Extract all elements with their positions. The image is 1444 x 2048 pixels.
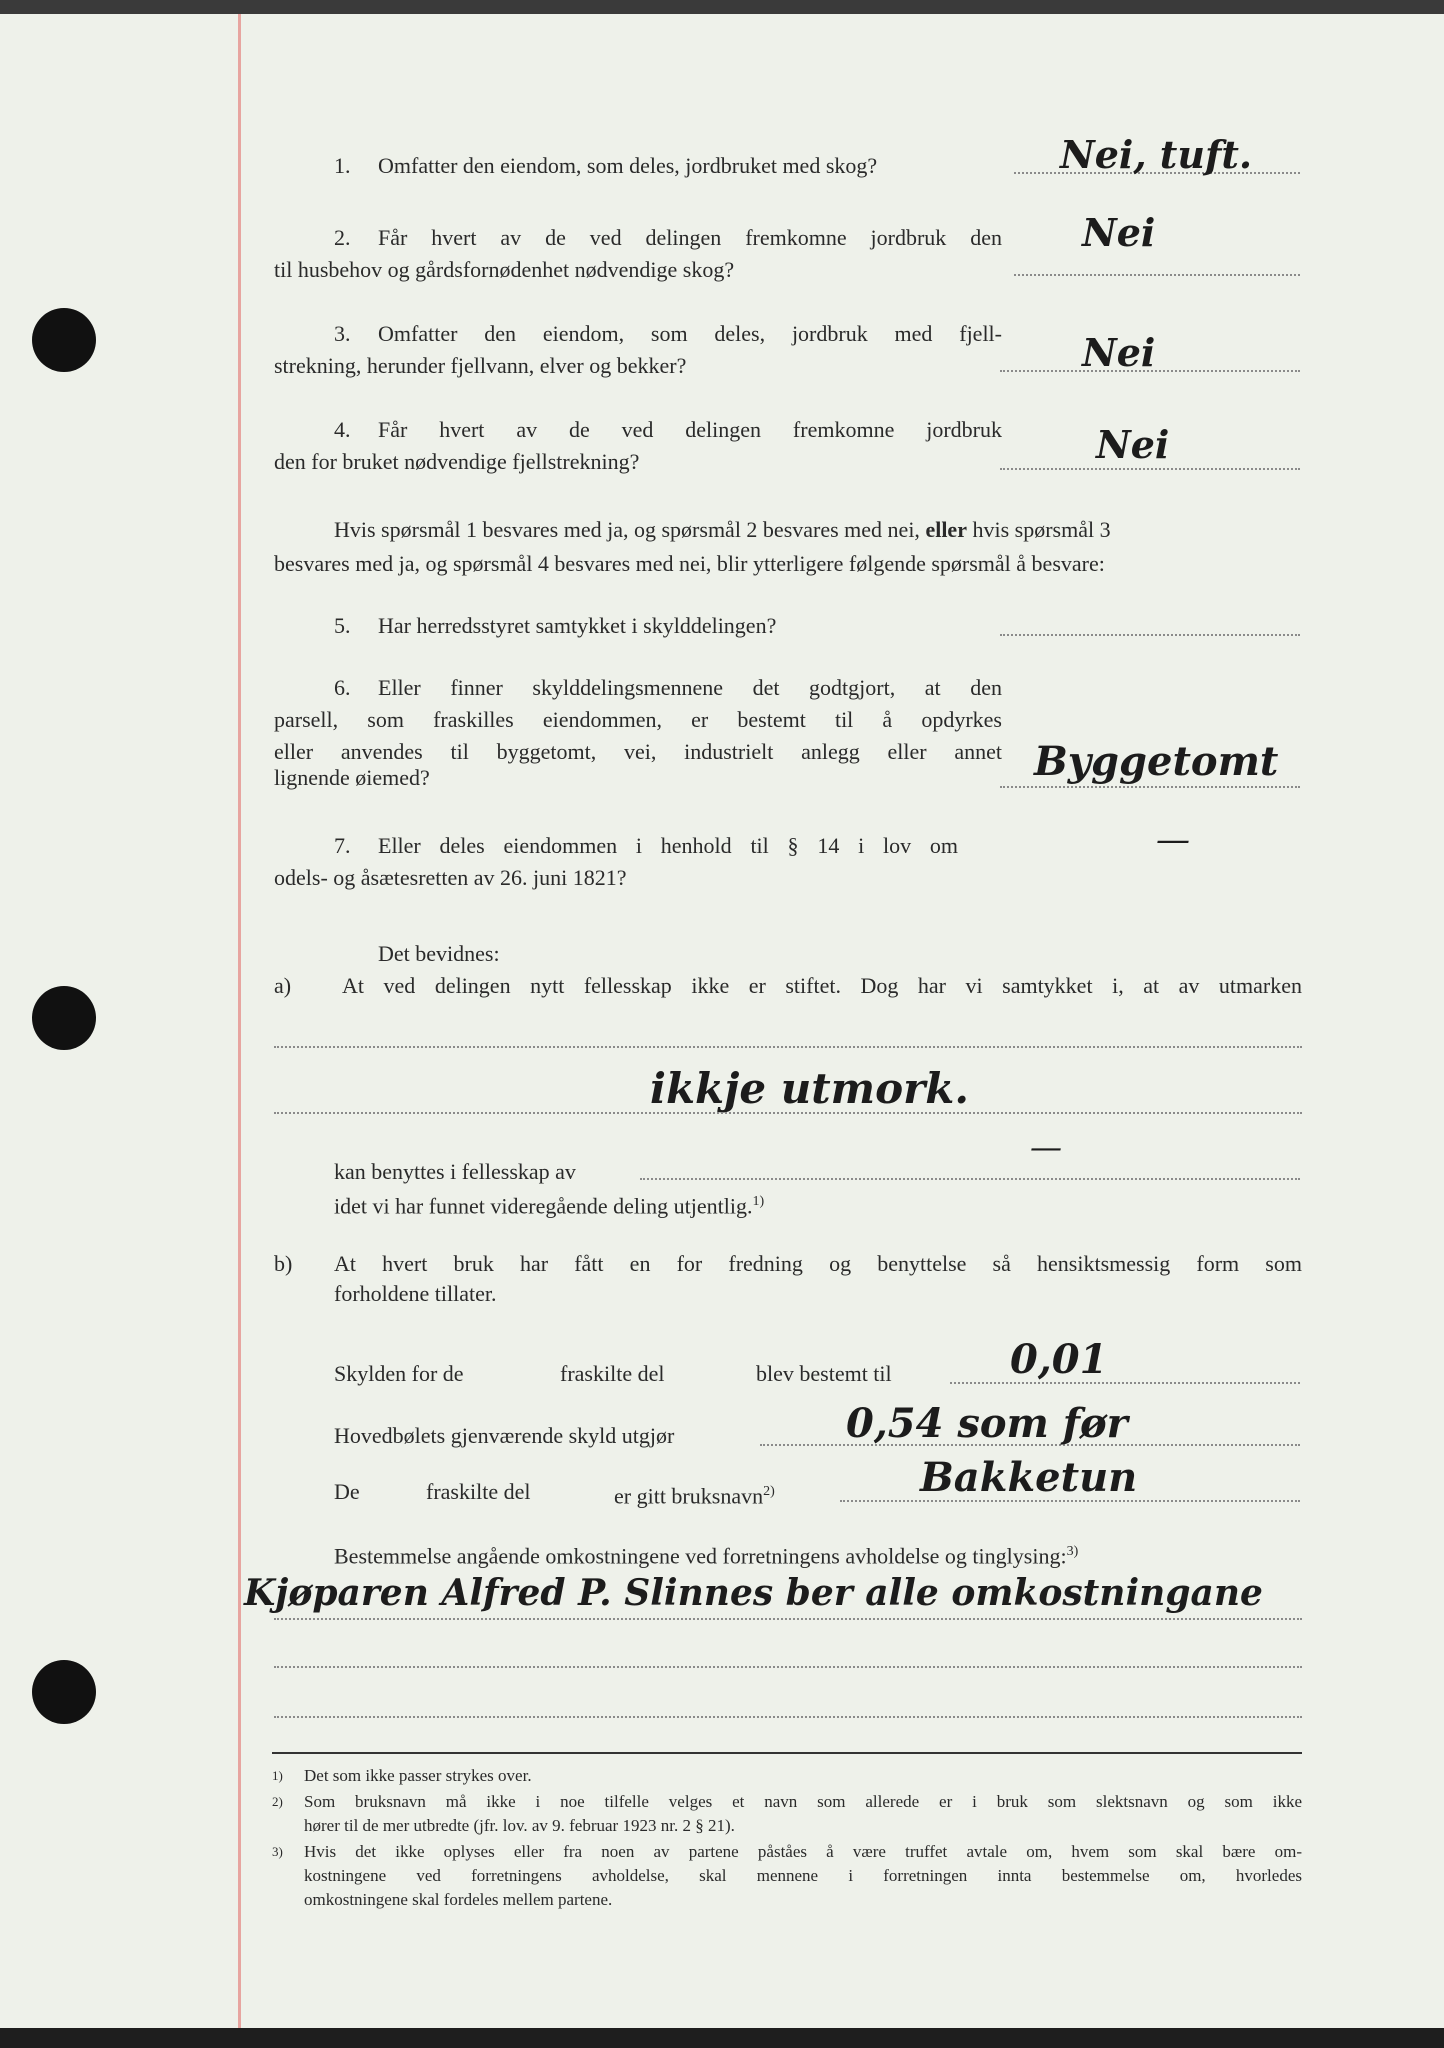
- footnote-divider: [272, 1752, 1302, 1754]
- question-2-line-2: til husbehov og gårdsfornødenhet nødvendige skog?: [274, 257, 735, 282]
- footnote-1-ref: 1): [752, 1194, 765, 1209]
- question-1-answer: Nei, tuft.: [1060, 132, 1253, 177]
- question-3-answer: Nei: [1082, 330, 1156, 375]
- footnote-3-line-3: omkostningene skal fordeles mellem partene.: [304, 1890, 613, 1909]
- question-2-number: 2.: [334, 225, 351, 250]
- common-use-reason: [334, 1186, 764, 1222]
- share-line-1-value: 0,01: [1010, 1336, 1108, 1383]
- footnote-1-number: 1): [272, 1768, 283, 1783]
- question-4-answer-line: [1000, 468, 1300, 470]
- question-5-number: 5.: [334, 613, 351, 638]
- costs-answer-line-3: [274, 1716, 1302, 1718]
- section-b-line-1: At hvert bruk har fått en for fredning og benyttelse så hensiktsmessig form som: [334, 1251, 1302, 1276]
- scan-bottom-edge: [0, 2028, 1444, 2048]
- punch-hole-top: [32, 308, 96, 372]
- margin-line: [238, 14, 241, 2028]
- condition-line-1-or: eller: [925, 517, 967, 542]
- condition-line-1-start: Hvis spørsmål 1 besvares med ja, og spørsmål 2 besvares med nei,: [334, 517, 920, 542]
- question-2-answer: Nei: [1082, 210, 1156, 255]
- condition-line-1-end: hvis spørsmål 3: [972, 517, 1111, 542]
- footnote-2-ref: 2): [763, 1484, 775, 1499]
- section-a-text: At ved delingen nytt fellesskap ikke er stiftet. Dog har vi samtykket i, at av utmarken: [342, 973, 1302, 998]
- question-5-text: Har herredsstyret samtykket i skylddelingen?: [378, 613, 777, 638]
- question-6-line-2: parsell, som fraskilles eiendommen, er bestemt til å opdyrkes: [274, 707, 1002, 732]
- footnote-3-number: 3): [272, 1844, 283, 1859]
- costs-label: [334, 1536, 1078, 1572]
- common-use-reason-text: idet vi har funnet videregående deling utjentlig.: [334, 1193, 753, 1219]
- share-line-3-part-2: fraskilte del: [426, 1479, 531, 1504]
- question-4-answer: Nei: [1096, 422, 1170, 467]
- question-4-line-1: Får hvert av de ved delingen fremkomne jordbruk: [378, 417, 1002, 442]
- question-5-answer-line: [1000, 634, 1300, 636]
- question-1-text: Omfatter den eiendom, som deles, jordbruket med skog?: [378, 153, 878, 178]
- costs-label-text: Bestemmelse angående omkostningene ved forretningens avholdelse og tinglysing:: [334, 1543, 1067, 1569]
- question-4-line-2: den for bruket nødvendige fjellstrekning?: [274, 449, 640, 474]
- footnote-2-number: 2): [272, 1794, 283, 1809]
- question-6-number: 6.: [334, 675, 351, 700]
- question-3-line-2: strekning, herunder fjellvann, elver og bekker?: [274, 353, 687, 378]
- costs-answer-line-1: [274, 1618, 1302, 1620]
- footnote-1-line-1: Det som ikke passer strykes over.: [304, 1766, 532, 1785]
- footnote-2-line-1: Som bruksnavn må ikke i noe tilfelle velges et navn som allerede er i bruk som slektsnavn og som ikke: [304, 1792, 1302, 1811]
- footnote-3-line-2: kostningene ved forretningens avholdelse, skal mennene i forretningen innta bestemmelse om, hvorledes: [304, 1866, 1302, 1885]
- section-a-blank-line-1: [274, 1046, 1302, 1048]
- punch-hole-middle: [32, 986, 96, 1050]
- common-use-label: kan benyttes i fellesskap av: [334, 1159, 576, 1184]
- question-4-number: 4.: [334, 417, 351, 442]
- costs-answer-line-2: [274, 1666, 1302, 1668]
- section-b-label: b): [274, 1251, 293, 1276]
- footnote-2-line-2: hører til de mer utbredte (jfr. lov. av 9. februar 1923 nr. 2 § 21).: [304, 1816, 735, 1835]
- condition-line-2: besvares med ja, og spørsmål 4 besvares med nei, blir ytterligere følgende spørsmål å besvare:: [274, 551, 1105, 576]
- question-6-line-3: eller anvendes til byggetomt, vei, industrielt anlegg eller annet: [274, 739, 1002, 764]
- question-7-line-1: Eller deles eiendommen i henhold til § 14 i lov om: [378, 833, 958, 858]
- section-a-handwritten-outfield: ikkje utmork.: [650, 1064, 969, 1113]
- costs-answer: Kjøparen Alfred P. Slinnes ber alle omkostningane: [244, 1572, 1263, 1614]
- question-3-number: 3.: [334, 321, 351, 346]
- punch-hole-bottom: [32, 1660, 96, 1724]
- footnote-3-ref: 3): [1066, 1544, 1079, 1559]
- question-6-answer-line: [1000, 786, 1300, 788]
- condition-line-1: [334, 514, 1111, 546]
- question-2-line-1: Får hvert av de ved delingen fremkomne jordbruk den: [378, 225, 1002, 250]
- share-line-1-part-3: blev bestemt til: [756, 1361, 892, 1386]
- share-line-1-part-1: Skylden for de: [334, 1361, 464, 1386]
- share-line-1-part-2: fraskilte del: [560, 1361, 665, 1386]
- section-b-line-2: forholdene tillater.: [334, 1281, 497, 1306]
- share-line-1-answer-line: [950, 1382, 1300, 1384]
- footnote-3-line-1: Hvis det ikke oplyses eller fra noen av partene påståes å være truffet avtale om, hvem som skal bære om-: [304, 1842, 1302, 1861]
- section-a-label: a): [274, 973, 292, 998]
- share-line-2-value: 0,54 som før: [846, 1400, 1128, 1447]
- section-a-blank-line-2: [274, 1112, 1302, 1114]
- common-use-answer-line: [640, 1178, 1300, 1180]
- certification-heading: Det bevidnes:: [378, 941, 500, 966]
- question-7-answer: —: [1156, 820, 1190, 860]
- farm-name-label: er gitt bruksnavn: [614, 1483, 764, 1509]
- share-line-3-part-1: De: [334, 1479, 360, 1504]
- share-line-3-part-3: [614, 1476, 775, 1512]
- question-2-answer-line: [1014, 274, 1300, 276]
- question-3-line-1: Omfatter den eiendom, som deles, jordbruk med fjell-: [378, 321, 1002, 346]
- question-7-number: 7.: [334, 833, 351, 858]
- footnotes: [0, 1764, 1444, 2024]
- scan-top-edge: [0, 0, 1444, 14]
- common-use-answer: —: [1030, 1128, 1062, 1166]
- share-line-2-label: Hovedbølets gjenværende skyld utgjør: [334, 1423, 675, 1448]
- question-6-line-1: Eller finner skylddelingsmennene det godtgjort, at den: [378, 675, 1002, 700]
- question-1-number: 1.: [334, 153, 351, 178]
- farm-name-value: Bakketun: [920, 1454, 1138, 1501]
- question-7-line-2: odels- og åsætesretten av 26. juni 1821?: [274, 865, 627, 890]
- question-6-line-4: lignende øiemed?: [274, 765, 430, 790]
- question-6-answer: Byggetomt: [1034, 738, 1279, 785]
